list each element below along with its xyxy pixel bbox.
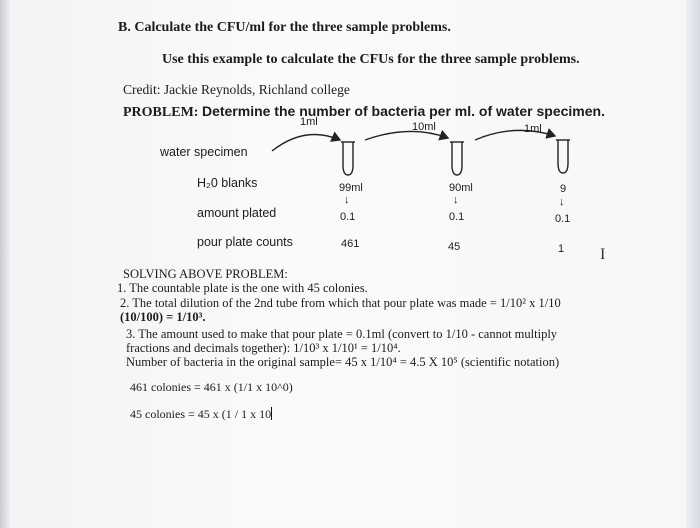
tube-2-count: 45 — [448, 241, 461, 253]
tube-3 — [556, 140, 570, 173]
tube-2 — [450, 142, 464, 175]
calc-line-2-text: 45 colonies = 45 x (1 / 1 x 10 — [130, 407, 272, 421]
tube-2-blank: 90ml — [449, 182, 473, 194]
credit-line: Credit: Jackie Reynolds, Richland college — [123, 82, 350, 97]
solving-step-3-cont: fractions and decimals together): 1/10³ x 1/10¹ = 1/10⁴. — [126, 341, 401, 355]
calc-line-2[interactable] — [130, 407, 272, 422]
tube-3-blank: 9 — [560, 183, 567, 195]
transfer-label-1: 1ml — [300, 116, 318, 128]
text-cursor-icon: I — [600, 246, 606, 263]
solving-result: Number of bacteria in the original sample= 45 x 1/10⁴ = 4.5 X 10⁵ (scientific notation) — [126, 355, 560, 369]
row-label-blanks: H₂0 blanks — [197, 176, 258, 190]
solving-step-1: 1. The countable plate is the one with 45 colonies. — [117, 281, 368, 295]
transfer-label-3: 1ml — [524, 123, 542, 135]
solving-step-2: 2. The total dilution of the 2nd tube from which that pour plate was made = 1/10² x 1/10 — [120, 296, 561, 310]
row-label-water: water specimen — [160, 145, 248, 159]
text-caret — [271, 407, 272, 420]
solving-step-2-cont: (10/100) = 1/10³. — [120, 310, 206, 324]
tube-1-blank: 99ml — [339, 182, 363, 194]
tube-2-plated: 0.1 — [449, 211, 465, 223]
calc-line-1: 461 colonies = 461 x (1/1 x 10^0) — [130, 380, 293, 394]
tube-1-count: 461 — [341, 238, 360, 250]
tube-1-plated: 0.1 — [340, 211, 356, 223]
instruction-text: Use this example to calculate the CFUs for the three sample problems. — [162, 52, 580, 67]
tube-1 — [341, 142, 355, 175]
section-heading: B. Calculate the CFU/ml for the three sample problems. — [118, 20, 451, 35]
tube-3-plated: 0.1 — [555, 213, 571, 225]
transfer-arrow-1 — [272, 135, 340, 151]
transfer-arrow-3 — [475, 130, 555, 140]
transfer-label-2: 10ml — [412, 121, 436, 133]
tube-3-count: 1 — [558, 243, 565, 255]
problem-text: Determine the number of bacteria per ml. of water specimen. — [201, 103, 605, 119]
problem-label: PROBLEM: — [123, 105, 199, 120]
down-arrow-icon: ↓ — [453, 194, 459, 206]
down-arrow-icon: ↓ — [559, 196, 565, 208]
row-label-counts: pour plate counts — [197, 235, 293, 249]
solving-title: SOLVING ABOVE PROBLEM: — [123, 267, 288, 281]
down-arrow-icon: ↓ — [344, 194, 350, 206]
row-label-plated: amount plated — [197, 206, 277, 220]
solving-step-3: 3. The amount used to make that pour plate = 0.1ml (convert to 1/10 - cannot multiply — [126, 327, 558, 341]
